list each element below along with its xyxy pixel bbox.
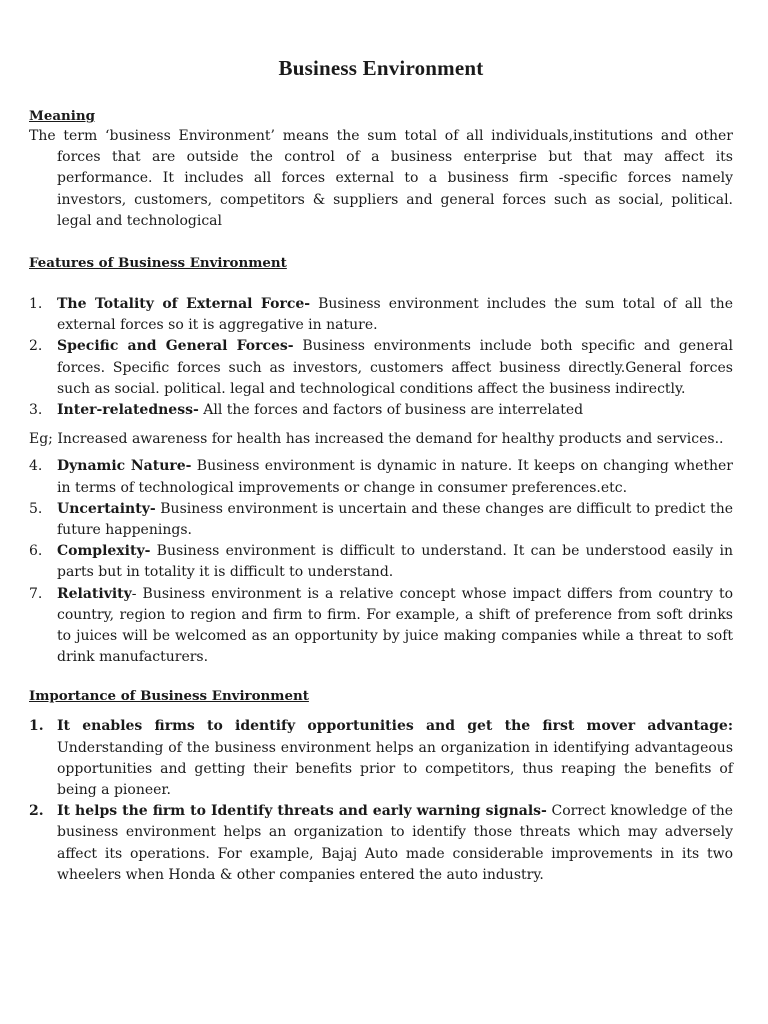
features-list-b [29,456,733,668]
feature-label: The Totality of External Force- [57,296,311,313]
feature-text: All the forces and factors of business are interrelated [198,402,584,419]
feature-number: 4. [29,458,43,475]
features-list-a [29,294,733,421]
feature-item [29,456,733,498]
importance-section [29,687,733,886]
importance-list [29,716,733,886]
feature-item [29,400,733,421]
feature-text: - Business environment is a relative concept whose impact differs from country to country, region to region and firm to firm. For example, a shift of preference from soft drinks to juices will be welcomed as an opportunity by juice making companies while a threat to soft drink manufacturers. [57,585,733,666]
feature-number: 6. [29,543,43,560]
feature-text: Business environment is difficult to understand. It can be understood easily in parts but in totality it is difficult to understand. [57,543,733,581]
importance-item [29,716,733,801]
feature-text: Business environment includes the sum total of all the external forces so it is aggregative in nature. [57,296,733,334]
features-section [29,254,733,668]
importance-number: 2. [29,803,44,820]
importance-heading: Importance of Business Environment [29,688,309,705]
feature-number: 5. [29,500,43,517]
feature-number: 3. [29,402,43,419]
feature-text: Business environments include both specific and general forces. Specific forces such as investors, customers affect business directly.General forces such as social. political. legal and technological conditions affect the business indirectly. [57,338,733,397]
meaning-section [29,107,733,232]
importance-text: Understanding of the business environment helps an organization in identifying advantageous opportunities and getting their benefits prior to competitors, thus reaping the benefits of being a pioneer. [57,739,733,799]
feature-item [29,294,733,336]
feature-item [29,584,733,669]
importance-text: Correct knowledge of the business environment helps an organization to identify those threats which may adversely affect its operations. For example, Bajaj Auto made considerable improvements in its two wheelers when Honda & other companies entered the auto industry. [57,803,733,883]
feature-item [29,336,733,400]
meaning-paragraph: The term ‘business Environment’ means the sum total of all individuals,institutions and other forces that are outside the control of a business enterprise but that may affect its performance. It includes all forces external to a business firm -specific forces namely investors, customers, competitors & suppliers and general forces such as social, political. legal and technological [29,128,733,229]
feature-number: 2. [29,338,43,355]
meaning-heading: Meaning [29,108,95,124]
feature-number: 1. [29,296,43,313]
document-title: Business Environment [278,56,484,80]
document-page [29,56,733,886]
feature-text: Business environment is dynamic in nature. It keeps on changing whether in terms of technological improvements or change in consumer preferences.etc. [57,458,733,496]
feature-item [29,499,733,541]
importance-label: It helps the firm to Identify threats and early warning signals- [57,803,547,820]
feature-number: 7. [29,585,43,602]
feature-label: Complexity- [57,543,151,560]
feature-label: Uncertainty- [57,500,156,517]
example-paragraph: Eg; Increased awareness for health has increased the demand for healthy products and services.. [29,431,724,448]
feature-label: Specific and General Forces- [57,338,294,355]
importance-item [29,801,733,886]
feature-item [29,541,733,583]
feature-label: Dynamic Nature- [57,458,192,475]
feature-label: Inter-relatedness- [57,402,199,419]
importance-label: It enables firms to identify opportunities and get the first mover advantage: [57,718,733,735]
feature-text: Business environment is uncertain and these changes are difficult to predict the future happenings. [57,500,733,539]
features-heading: Features of Business Environment [29,255,287,272]
feature-label: Relativity [57,585,132,602]
importance-number: 1. [29,718,44,735]
